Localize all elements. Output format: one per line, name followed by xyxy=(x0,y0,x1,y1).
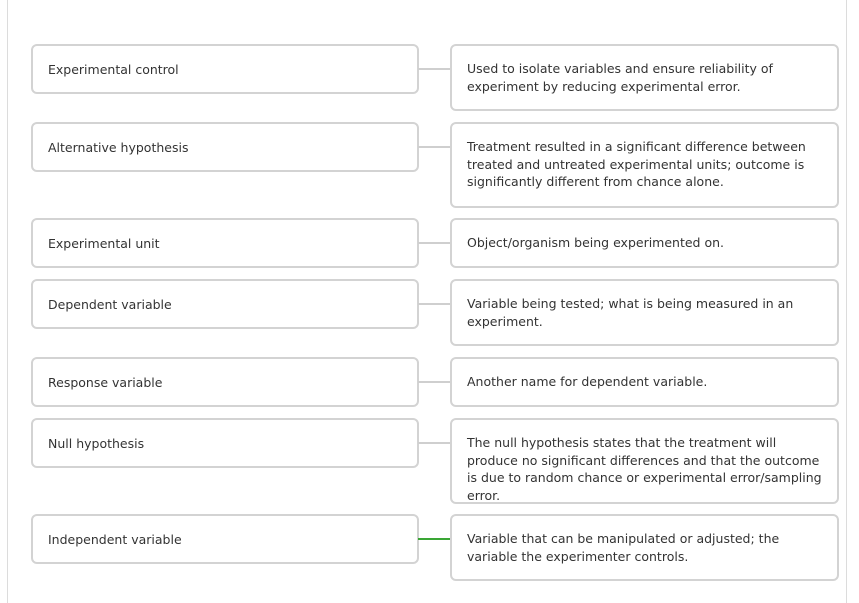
connector-line-active xyxy=(418,538,452,540)
definition-card[interactable]: Object/organism being experimented on. xyxy=(450,218,839,268)
term-card-experimental-unit[interactable]: Experimental unit xyxy=(31,218,419,268)
term-card-experimental-control[interactable]: Experimental control xyxy=(31,44,419,94)
definition-card[interactable]: Treatment resulted in a significant difference between treated and untreated experimental units; outcome is significantly different from chance alone. xyxy=(450,122,839,208)
definition-card[interactable]: Another name for dependent variable. xyxy=(450,357,839,407)
connector-line xyxy=(418,381,452,383)
definition-card[interactable]: Variable that can be manipulated or adjusted; the variable the experimenter controls. xyxy=(450,514,839,581)
connector-line xyxy=(418,303,452,305)
connector-line xyxy=(418,146,452,148)
definition-card[interactable]: The null hypothesis states that the treatment will produce no significant differences and that the outcome is due to random chance or experimental error/sampling error. xyxy=(450,418,839,504)
term-card-independent-variable[interactable]: Independent variable xyxy=(31,514,419,564)
term-card-response-variable[interactable]: Response variable xyxy=(31,357,419,407)
connector-line xyxy=(418,442,452,444)
connector-line xyxy=(418,242,452,244)
definition-card[interactable]: Variable being tested; what is being measured in an experiment. xyxy=(450,279,839,346)
term-card-dependent-variable[interactable]: Dependent variable xyxy=(31,279,419,329)
matching-panel xyxy=(7,0,847,603)
connector-line xyxy=(418,68,452,70)
term-card-null-hypothesis[interactable]: Null hypothesis xyxy=(31,418,419,468)
definition-card[interactable]: Used to isolate variables and ensure reliability of experiment by reducing experimental error. xyxy=(450,44,839,111)
term-card-alternative-hypothesis[interactable]: Alternative hypothesis xyxy=(31,122,419,172)
